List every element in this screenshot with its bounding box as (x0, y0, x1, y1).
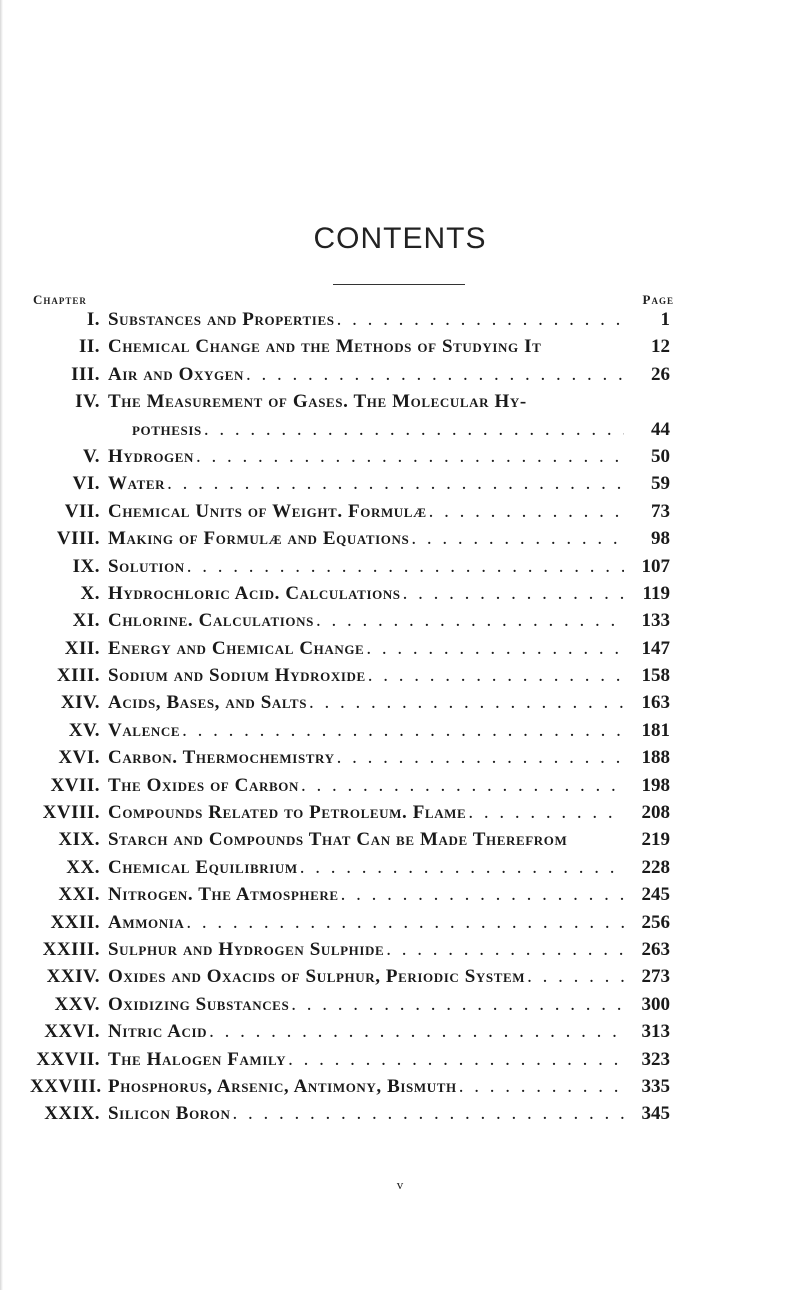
dot-leader (341, 884, 624, 906)
toc-entry (30, 775, 670, 802)
toc-entry (30, 1049, 670, 1076)
dot-leader (291, 994, 624, 1016)
chapter-page-number: 323 (641, 1048, 670, 1070)
chapter-title: Hydrogen (108, 445, 195, 467)
dot-leader (337, 309, 624, 331)
chapter-page-number: 300 (641, 993, 670, 1015)
chapter-title-wrap (100, 1021, 630, 1043)
chapter-number: XI. (72, 610, 100, 632)
chapter-title: Sulphur and Hydrogen Sulphide (108, 938, 385, 960)
chapter-title-wrap (100, 583, 630, 605)
chapter-title: Water (108, 473, 166, 495)
chapter-page-number: 345 (641, 1103, 670, 1125)
chapter-page-number: 12 (651, 336, 670, 358)
chapter-page-number: 147 (641, 637, 670, 659)
page-title: CONTENTS (313, 222, 487, 255)
chapter-title: Oxidizing Substances (108, 993, 290, 1015)
chapter-number: V. (82, 445, 100, 467)
chapter-title: Ammonia (108, 911, 185, 933)
chapter-page-number: 335 (641, 1075, 670, 1097)
toc-entry (30, 473, 670, 500)
chapter-number: II. (78, 336, 100, 358)
chapter-number: I. (86, 309, 100, 330)
page-edge-shadow (0, 0, 3, 1290)
chapter-number: XIV. (60, 692, 100, 714)
chapter-number: III. (71, 363, 100, 385)
toc-entry (30, 720, 670, 747)
chapter-title-wrap (100, 775, 630, 797)
chapter-page-number: 119 (642, 582, 670, 604)
chapter-number: XXVII. (36, 1048, 100, 1070)
dot-leader (187, 556, 624, 578)
chapter-column-header: Chapter (33, 292, 87, 307)
chapter-title-wrap (100, 994, 630, 1016)
toc-entry (30, 419, 670, 446)
chapter-title-wrap (100, 1049, 630, 1071)
dot-leader (316, 610, 624, 632)
chapter-title-wrap (100, 638, 630, 660)
chapter-page-number: 219 (641, 829, 670, 851)
chapter-title: The Oxides of Carbon (108, 774, 299, 796)
chapter-title: Energy and Chemical Change (108, 637, 365, 659)
toc-entry (30, 747, 670, 774)
chapter-title-wrap (100, 391, 630, 413)
chapter-number: VII. (64, 500, 100, 522)
chapter-title-wrap (100, 939, 630, 961)
toc-entry (30, 501, 670, 528)
chapter-title-wrap (100, 747, 630, 769)
chapter-page-number: 208 (641, 802, 670, 824)
toc-entry (30, 638, 670, 665)
toc-entry (30, 528, 670, 555)
page-column-header: Page (642, 292, 674, 307)
toc-entry (30, 884, 670, 911)
chapter-number: XXIV. (46, 966, 100, 988)
chapter-number: IX. (72, 555, 100, 577)
chapter-title-wrap (100, 720, 630, 742)
chapter-number: XXVI. (44, 1021, 100, 1043)
chapter-title: Substances and Properties (108, 309, 335, 330)
chapter-page-number: 163 (641, 692, 670, 714)
chapter-number: VIII. (56, 528, 100, 550)
chapter-title-wrap (100, 309, 630, 331)
chapter-number: XV. (68, 719, 100, 741)
toc-entry (30, 665, 670, 692)
dot-leader (232, 1103, 624, 1125)
chapter-title: Chemical Change and the Methods of Studying It (108, 336, 542, 358)
chapter-title: Starch and Compounds That Can be Made Therefrom (108, 829, 568, 851)
chapter-page-number: 245 (641, 884, 670, 906)
chapter-title: Chemical Units of Weight. Formulæ (108, 500, 427, 522)
chapter-title: Solution (108, 555, 185, 577)
toc-entry (30, 446, 670, 473)
chapter-title: Hydrochloric Acid. Calculations (108, 582, 401, 604)
chapter-title-wrap (100, 692, 630, 714)
toc-entry (30, 556, 670, 583)
chapter-number: XIX. (58, 829, 100, 851)
chapter-page-number: 73 (651, 500, 670, 522)
chapter-page-number: 188 (641, 747, 670, 769)
chapter-title-wrap (100, 857, 630, 879)
toc-entry (30, 364, 670, 391)
toc-entry (30, 966, 670, 993)
title-rule (333, 284, 465, 285)
chapter-title-wrap (100, 802, 630, 824)
dot-leader (403, 583, 624, 605)
toc-entry (30, 802, 670, 829)
chapter-title-wrap (100, 610, 630, 632)
chapter-title-wrap (100, 336, 630, 358)
chapter-title-wrap (100, 556, 630, 578)
chapter-title: Oxides and Oxacids of Sulphur, Periodic System (108, 966, 526, 988)
dot-leader (300, 857, 624, 879)
chapter-number: XXII. (50, 911, 100, 933)
toc-entry (30, 1103, 670, 1130)
dot-leader (366, 638, 624, 660)
chapter-page-number: 313 (641, 1021, 670, 1043)
toc-entry (30, 857, 670, 884)
chapter-title: Valence (108, 719, 181, 741)
chapter-number: IV. (75, 391, 100, 413)
chapter-number: XXIX. (44, 1103, 100, 1125)
chapter-title: Compounds Related to Petroleum. Flame (108, 802, 467, 824)
chapter-title-wrap (100, 829, 630, 851)
chapter-title: Phosphorus, Arsenic, Antimony, Bismuth (108, 1075, 457, 1097)
chapter-page-number: 1 (660, 309, 670, 330)
chapter-number: XVIII. (42, 802, 100, 824)
toc-entry (30, 1076, 670, 1103)
chapter-page-number: 263 (641, 938, 670, 960)
dot-leader (182, 720, 624, 742)
chapter-page-number: 107 (641, 555, 670, 577)
chapter-title: The Halogen Family (108, 1048, 287, 1070)
chapter-title: Chlorine. Calculations (108, 610, 314, 632)
chapter-page-number: 228 (641, 856, 670, 878)
chapter-title-wrap (100, 446, 630, 468)
chapter-title: Making of Formulæ and Equations (108, 528, 410, 550)
toc-entry (30, 994, 670, 1021)
dot-leader (368, 665, 624, 687)
chapter-page-number: 26 (651, 363, 670, 385)
chapter-page-number: 273 (641, 966, 670, 988)
chapter-number: VI. (72, 473, 100, 495)
dot-leader (196, 446, 624, 468)
dot-leader (468, 802, 624, 824)
chapter-number: X. (80, 582, 100, 604)
chapter-page-number: 44 (651, 418, 670, 440)
chapter-number: XVI. (58, 747, 100, 769)
chapter-title: Chemical Equilibrium (108, 856, 298, 878)
chapter-number: XXVIII. (30, 1075, 102, 1097)
dot-leader (309, 692, 624, 714)
chapter-title: pothesis (132, 418, 202, 440)
chapter-page-number: 98 (651, 528, 670, 550)
chapter-title: The Measurement of Gases. The Molecular Hy- (108, 391, 527, 413)
dot-leader (246, 364, 624, 386)
chapter-number: XIII. (56, 665, 100, 687)
table-of-contents (30, 309, 670, 1131)
chapter-title-wrap (100, 1076, 630, 1098)
chapter-page-number: 256 (641, 911, 670, 933)
dot-leader (209, 1021, 624, 1043)
chapter-title: Carbon. Thermochemistry (108, 747, 335, 769)
chapter-title-wrap (100, 912, 630, 934)
chapter-title-wrap (100, 419, 630, 441)
chapter-page-number: 158 (641, 665, 670, 687)
chapter-title-wrap (100, 501, 630, 523)
toc-entry (30, 610, 670, 637)
dot-leader (288, 1049, 624, 1071)
dot-leader (204, 419, 624, 441)
chapter-page-number: 198 (641, 774, 670, 796)
dot-leader (186, 912, 624, 934)
dot-leader (337, 747, 624, 769)
chapter-page-number: 50 (651, 445, 670, 467)
chapter-title-wrap (100, 1103, 630, 1125)
toc-entry (30, 391, 670, 418)
toc-entry (30, 939, 670, 966)
chapter-title: Nitric Acid (108, 1021, 208, 1043)
chapter-number: XII. (64, 637, 100, 659)
dot-leader (527, 966, 624, 988)
dot-leader (411, 528, 624, 550)
chapter-title: Silicon Boron (108, 1103, 231, 1125)
chapter-title-wrap (100, 473, 630, 495)
chapter-title: Acids, Bases, and Salts (108, 692, 308, 714)
toc-entry (30, 309, 670, 336)
toc-entry (30, 912, 670, 939)
chapter-page-number: 133 (641, 610, 670, 632)
chapter-page-number: 59 (651, 473, 670, 495)
dot-leader (301, 775, 624, 797)
dot-leader (459, 1076, 624, 1098)
toc-entry (30, 692, 670, 719)
chapter-title-wrap (100, 364, 630, 386)
chapter-title: Nitrogen. The Atmosphere (108, 884, 339, 906)
chapter-title-wrap (100, 884, 630, 906)
chapter-number: XVII. (50, 774, 100, 796)
chapter-number: XXI. (58, 884, 100, 906)
toc-entry (30, 829, 670, 856)
chapter-title-wrap (100, 528, 630, 550)
toc-entry (30, 336, 670, 363)
chapter-number: XXIII. (42, 938, 100, 960)
chapter-number: XXV. (54, 993, 100, 1015)
dot-leader (167, 473, 624, 495)
chapter-title-wrap (100, 665, 630, 687)
chapter-number: XX. (66, 856, 100, 878)
chapter-title: Air and Oxygen (108, 363, 244, 385)
chapter-page-number: 181 (641, 719, 670, 741)
toc-entry (30, 583, 670, 610)
page-number: v (396, 1177, 404, 1192)
chapter-title: Sodium and Sodium Hydroxide (108, 665, 366, 687)
dot-leader (429, 501, 624, 523)
dot-leader (386, 939, 624, 961)
chapter-title-wrap (100, 966, 630, 988)
toc-entry (30, 1021, 670, 1048)
